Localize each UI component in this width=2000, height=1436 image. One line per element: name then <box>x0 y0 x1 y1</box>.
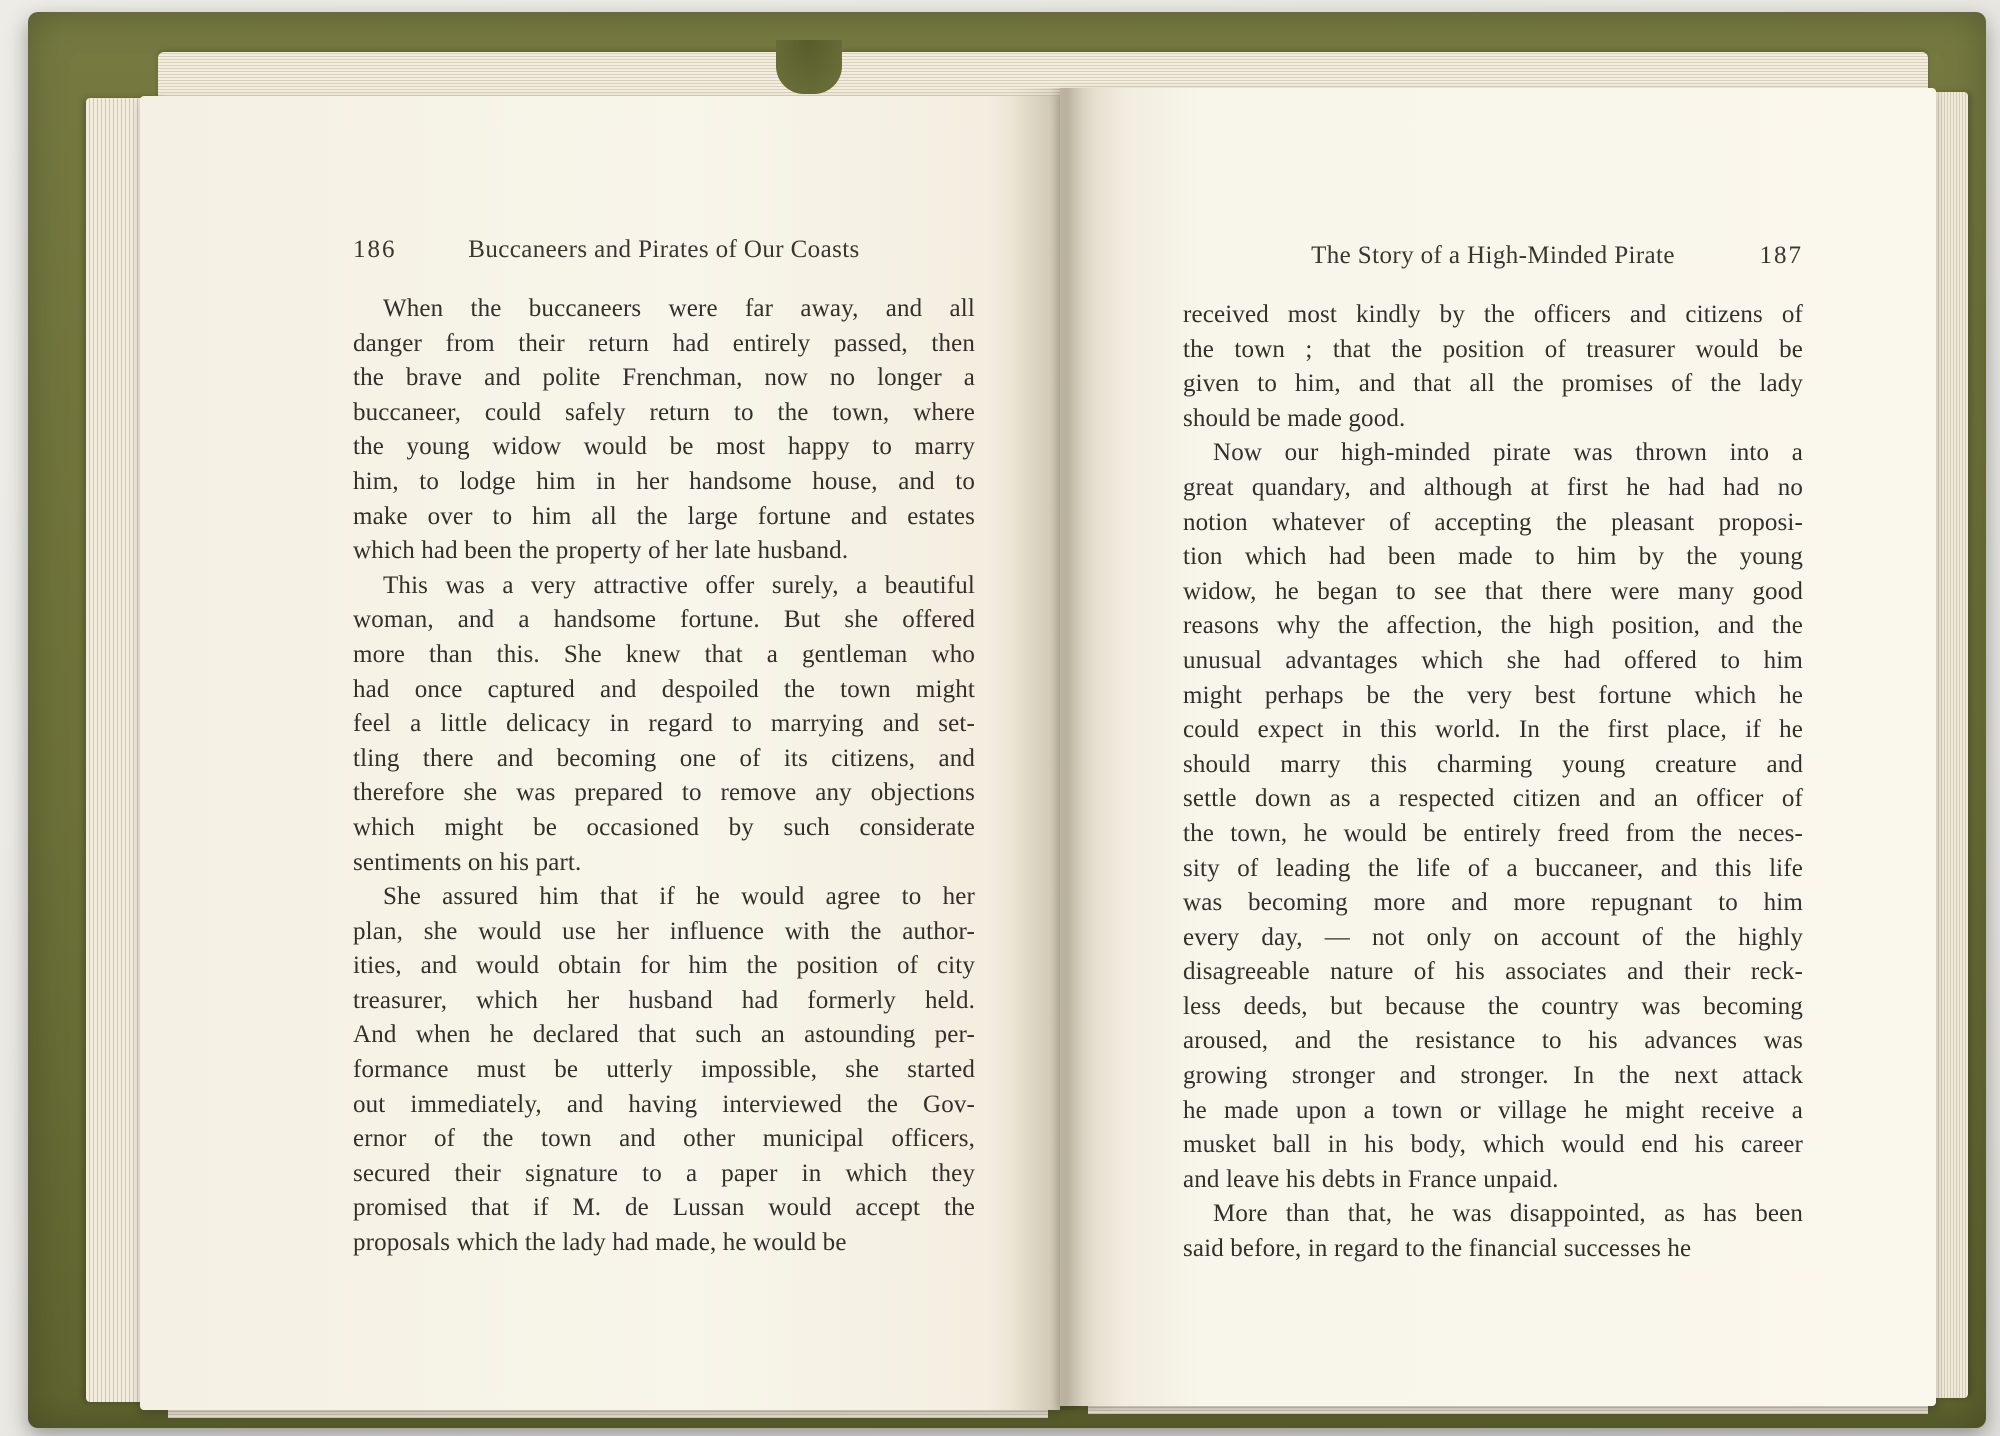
book-cover <box>28 12 1986 1428</box>
text-line: sity of leading the life of a buccaneer, and this life <box>1183 854 1803 882</box>
text-line: settle down as a respected citizen and an officer of <box>1183 785 1803 813</box>
text-line: When the buccaneers were far away, and all <box>383 295 975 322</box>
text-line: was becoming more and more repugnant to him <box>1183 889 1803 917</box>
text-line: received most kindly by the officers and citizens of <box>1183 301 1803 328</box>
text-line: notion whatever of accepting the pleasant proposi- <box>1183 508 1803 536</box>
right-page <box>1060 88 1936 1406</box>
right-page-header <box>1183 240 1803 272</box>
text-line: he made upon a town or village he might receive a <box>1183 1096 1803 1124</box>
text-line: should marry this charming young creature and <box>1183 750 1803 778</box>
text-line: the brave and polite Frenchman, now no longer a <box>353 364 975 392</box>
text-line: And when he declared that such an astounding per- <box>353 1021 975 1049</box>
text-line: make over to him all the large fortune and estates <box>353 502 975 530</box>
text-line: woman, and a handsome fortune. But she offered <box>353 606 975 634</box>
right-page-number: 187 <box>1759 242 1803 269</box>
left-page-header <box>353 234 975 266</box>
text-line: treasurer, which her husband had formerly held. <box>353 986 975 1014</box>
paragraph <box>1183 298 1803 436</box>
text-line: ities, and would obtain for him the position of city <box>353 952 975 980</box>
right-text-block <box>1183 298 1803 1267</box>
left-text-block <box>353 292 975 1261</box>
left-page <box>140 96 1060 1410</box>
text-line: could expect in this world. In the first place, if he <box>1183 716 1803 744</box>
text-line: less deeds, but because the country was becoming <box>1183 992 1803 1020</box>
text-line: secured their signature to a paper in which they <box>353 1159 975 1187</box>
text-line: widow, he began to see that there were many good <box>1183 577 1803 605</box>
text-line: great quandary, and although at first he had had no <box>1183 473 1803 501</box>
paragraph <box>353 292 975 569</box>
text-line: This was a very attractive offer surely, a beautiful <box>383 571 975 599</box>
text-line: She assured him that if he would agree to her <box>383 883 975 911</box>
text-line: buccaneer, could safely return to the town, where <box>353 398 975 426</box>
text-line: had once captured and despoiled the town might <box>353 675 975 703</box>
text-line: might perhaps be the very best fortune which he <box>1183 681 1803 709</box>
text-line: therefore she was prepared to remove any objections <box>353 779 975 807</box>
paragraph <box>353 569 975 880</box>
page-edges-right <box>1936 92 1968 1398</box>
text-line: the town ; that the position of treasurer would be <box>1183 335 1803 363</box>
text-line: tion which had been made to him by the young <box>1183 543 1803 571</box>
text-line: proposals which the lady had made, he would be <box>353 1229 847 1257</box>
text-line: plan, she would use her influence with the author- <box>353 917 975 945</box>
right-page-content <box>1060 88 1936 1406</box>
text-line: tling there and becoming one of its citizens, and <box>353 744 975 772</box>
paragraph <box>1183 1197 1803 1266</box>
text-line: him, to lodge him in her handsome house, and to <box>353 467 975 495</box>
left-page-content <box>140 96 1060 1410</box>
text-line: formance must be utterly impossible, she started <box>353 1056 975 1084</box>
spine-notch <box>776 40 842 94</box>
text-line: growing stronger and stronger. In the next attack <box>1183 1062 1803 1090</box>
text-line: and leave his debts in France unpaid. <box>1183 1165 1559 1193</box>
text-line: disagreeable nature of his associates and their reck- <box>1183 958 1803 986</box>
text-line: reasons why the affection, the high position, and the <box>1183 612 1803 640</box>
text-line: said before, in regard to the financial successes he <box>1183 1235 1692 1263</box>
paragraph <box>1183 436 1803 1197</box>
text-line: more than this. She knew that a gentleman who <box>353 640 975 668</box>
text-line: which had been the property of her late husband. <box>353 537 849 565</box>
text-line: which might be occasioned by such considerate <box>353 813 975 841</box>
right-running-title: The Story of a High-Minded Pirate <box>1311 242 1675 269</box>
text-line: the town, he would be entirely freed from the neces- <box>1183 819 1803 847</box>
paragraph <box>353 880 975 1261</box>
text-line: ernor of the town and other municipal officers, <box>353 1125 975 1153</box>
text-line: aroused, and the resistance to his advances was <box>1183 1027 1803 1055</box>
text-line: musket ball in his body, which would end his career <box>1183 1131 1803 1159</box>
text-line: every day, — not only on account of the highly <box>1183 923 1803 951</box>
text-line: unusual advantages which she had offered to him <box>1183 646 1803 674</box>
left-running-title: Buccaneers and Pirates of Our Coasts <box>468 236 860 263</box>
text-line: promised that if M. de Lussan would accept the <box>353 1194 975 1222</box>
text-line: danger from their return had entirely passed, then <box>353 329 975 357</box>
text-line: given to him, and that all the promises of the lady <box>1183 370 1803 398</box>
text-line: the young widow would be most happy to marry <box>353 433 975 461</box>
left-page-number: 186 <box>353 236 397 263</box>
text-line: More than that, he was disappointed, as has been <box>1213 1200 1803 1228</box>
text-line: feel a little delicacy in regard to marrying and set- <box>353 710 975 738</box>
text-line: sentiments on his part. <box>353 848 582 876</box>
text-line: out immediately, and having interviewed the Gov- <box>353 1090 975 1118</box>
text-line: should be made good. <box>1183 404 1406 432</box>
text-line: Now our high-minded pirate was thrown into a <box>1213 439 1803 467</box>
